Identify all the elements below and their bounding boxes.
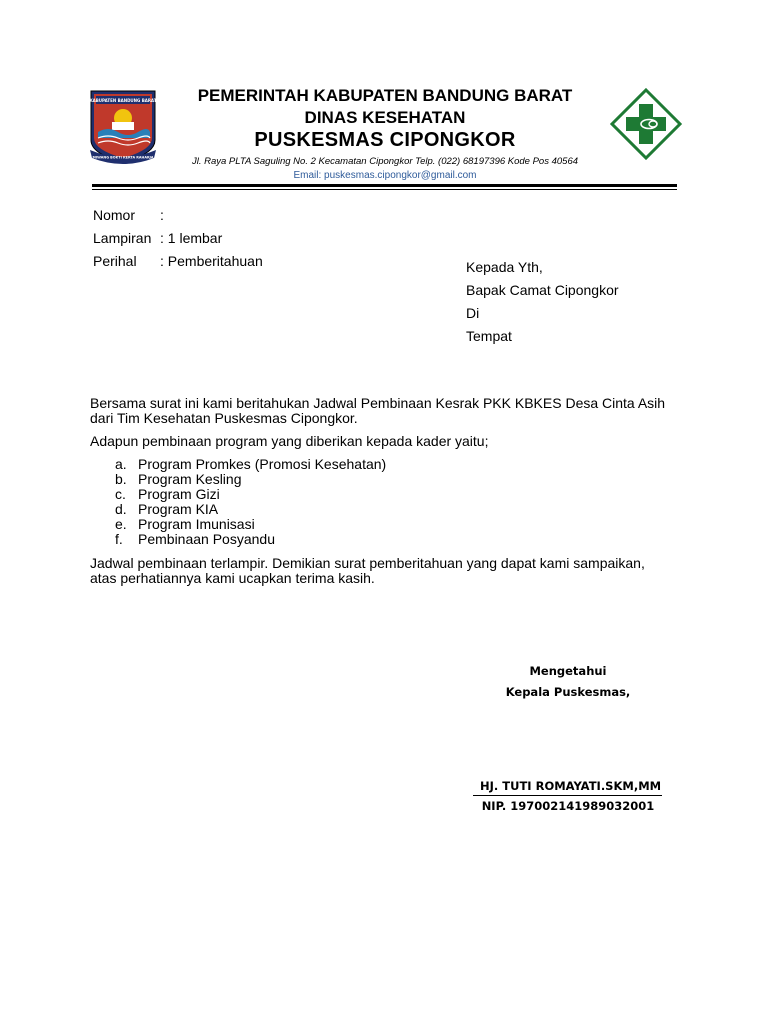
addressee-greeting: Kepada Yth, (466, 259, 543, 275)
logo-left-top-text: KABUPATEN BANDUNG BARAT (89, 98, 157, 103)
list-marker: e. (115, 516, 127, 532)
signature-name: HJ. TUTI ROMAYATI.SKM,MM (480, 779, 662, 793)
health-cross-logo (610, 88, 682, 160)
addressee-place: Tempat (466, 328, 512, 344)
program-list-item (115, 456, 386, 472)
closing-paragraph-line: Jadwal pembinaan terlampir. Demikian surat pemberitahuan yang dapat kami sampaikan, (90, 555, 645, 571)
list-text: Program Promkes (Promosi Kesehatan) (138, 456, 387, 472)
signature-mengetahui: Mengetahui (529, 664, 607, 678)
meta-label: Lampiran (93, 230, 152, 246)
letterhead-rule-thin (92, 189, 677, 190)
body-paragraph-intro: Adapun pembinaan program yang diberikan kepada kader yaitu; (90, 433, 489, 449)
list-text: Program Kesling (138, 471, 242, 487)
header-puskesmas: PUSKESMAS CIPONGKOR (254, 129, 516, 151)
body-paragraph-line: Bersama surat ini kami beritahukan Jadwal Pembinaan Kesrak PKK KBKES Desa Cinta Asih (90, 395, 666, 411)
meta-value: : 1 lembar (160, 230, 223, 246)
list-marker: b. (115, 471, 127, 487)
list-text: Program Imunisasi (138, 516, 255, 532)
program-list-item (115, 486, 220, 502)
list-text: Program Gizi (138, 486, 220, 502)
program-list-item (115, 516, 255, 532)
list-marker: a. (115, 456, 127, 472)
signature-underline (473, 795, 662, 796)
program-list-item (115, 531, 275, 547)
list-marker: f. (115, 531, 123, 547)
addressee-di: Di (466, 305, 480, 321)
list-marker: c. (115, 486, 126, 502)
logo-left-motto: MIWANG BOKTI KERTA RAHARJA (92, 155, 154, 160)
meta-label: Nomor (93, 207, 136, 223)
body-paragraph-line: dari Tim Kesehatan Puskesmas Cipongkor. (90, 410, 358, 426)
signature-position: Kepala Puskesmas, (505, 685, 631, 699)
header-email: Email: puskesmas.cipongkor@gmail.com (293, 170, 477, 181)
signature-nip: NIP. 197002141989032001 (481, 799, 655, 813)
meta-value: : Pemberitahuan (160, 253, 263, 269)
header-government: PEMERINTAH KABUPATEN BANDUNG BARAT (197, 86, 573, 105)
list-text: Program KIA (138, 501, 219, 517)
list-text: Pembinaan Posyandu (138, 531, 275, 547)
header-department: DINAS KESEHATAN (304, 108, 466, 127)
letterhead-rule-thick (92, 184, 677, 187)
program-list-item (115, 471, 242, 487)
meta-label: Perihal (93, 253, 137, 269)
program-list-item (115, 501, 218, 517)
list-marker: d. (115, 501, 127, 517)
meta-value: : (160, 207, 164, 223)
kabupaten-bandung-barat-logo (88, 88, 158, 166)
meta-lampiran (93, 230, 343, 248)
addressee-recipient: Bapak Camat Cipongkor (466, 282, 619, 298)
header-address: Jl. Raya PLTA Saguling No. 2 Kecamatan Cipongkor Telp. (022) 68197396 Kode Pos 40564 (191, 156, 579, 167)
meta-nomor (93, 207, 343, 225)
meta-perihal (93, 253, 343, 271)
closing-paragraph-line: atas perhatiannya kami ucapkan terima kasih. (90, 570, 375, 586)
